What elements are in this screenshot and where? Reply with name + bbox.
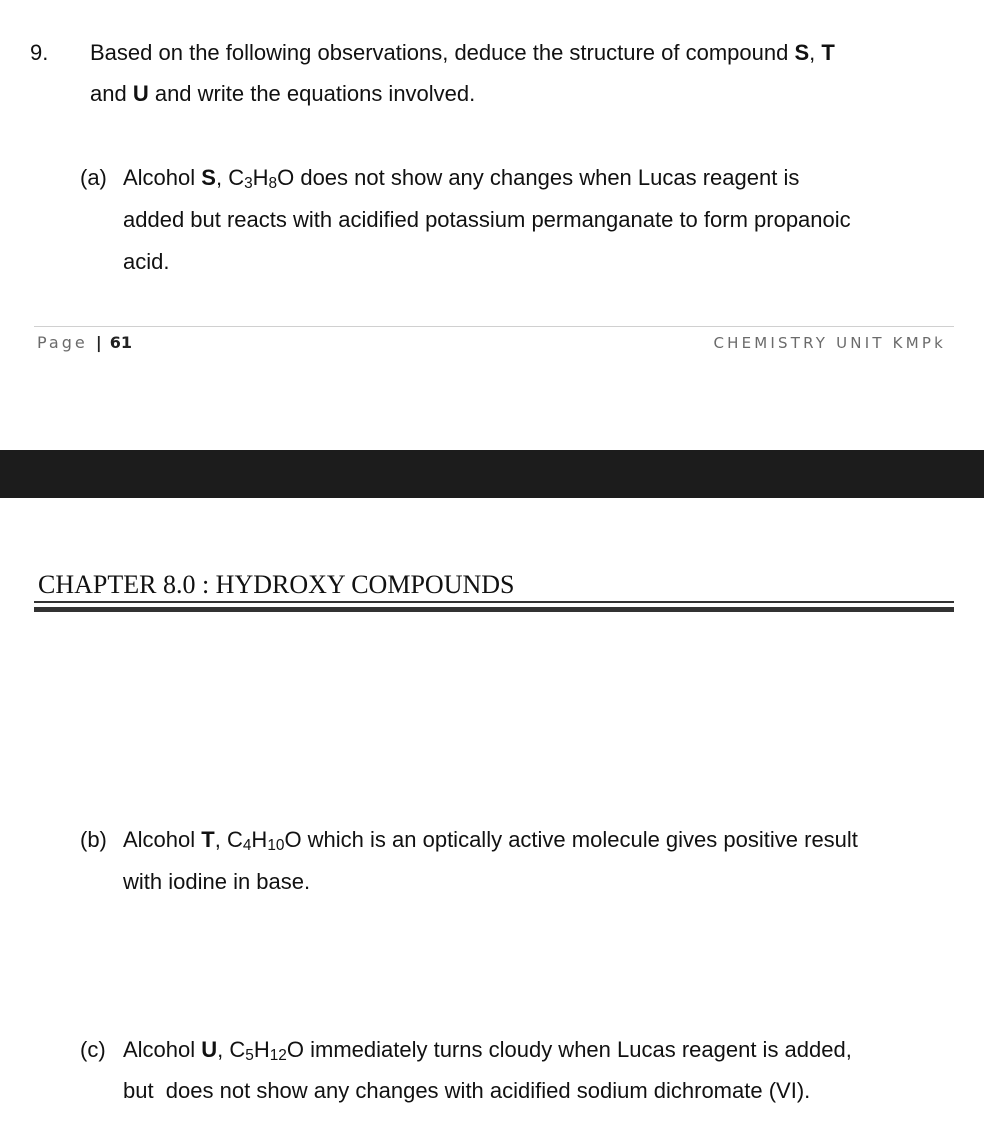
question-number: 9. xyxy=(30,40,49,65)
page-break-band xyxy=(0,450,984,498)
page-separator: | xyxy=(95,333,102,352)
part-a-formula-h: H xyxy=(252,165,269,190)
intro-text: Based on the following observations, deduce the structure of compound xyxy=(90,40,795,65)
question-intro-line2 xyxy=(90,74,475,114)
part-b-line2: with iodine in base. xyxy=(123,869,311,894)
compound-t-label: T xyxy=(821,40,835,65)
part-b-text: Alcohol xyxy=(123,827,202,852)
part-a-text: Alcohol xyxy=(123,165,202,190)
part-c-sub-h: 12 xyxy=(269,1046,287,1064)
part-c-formula-h: H xyxy=(253,1037,270,1062)
part-b-formula-c: , C xyxy=(214,827,243,852)
part-a-formula-c: , C xyxy=(215,165,245,190)
part-b-sub-c: 4 xyxy=(242,836,252,854)
part-b-compound: T xyxy=(201,827,215,852)
part-c-line2: but does not show any changes with acidified sodium dichromate (VI). xyxy=(123,1078,811,1103)
intro-and: and xyxy=(90,81,133,106)
part-c-line1 xyxy=(123,1030,852,1070)
part-b-text-rest: O which is an optically active molecule gives positive result xyxy=(284,827,858,852)
page-footer-right: CHEMISTRY UNIT KMPk xyxy=(713,334,946,352)
part-c-compound: U xyxy=(201,1037,218,1062)
intro-comma: , xyxy=(809,40,822,65)
part-c-label: (c) xyxy=(80,1037,106,1062)
chapter-title: CHAPTER 8.0 : HYDROXY COMPOUNDS xyxy=(38,570,515,599)
part-c-formula-c: , C xyxy=(217,1037,246,1062)
page-number: 61 xyxy=(109,333,133,352)
compound-u-label: U xyxy=(132,81,149,106)
part-c-text: Alcohol xyxy=(123,1037,202,1062)
part-c-text-rest: O immediately turns cloudy when Lucas reagent is added, xyxy=(286,1037,852,1062)
part-a-text-rest: O does not show any changes when Lucas reagent is xyxy=(277,165,800,190)
question-intro-line1 xyxy=(90,33,835,73)
part-a-sub-h: 8 xyxy=(268,174,278,192)
part-b-formula-h: H xyxy=(251,827,268,852)
part-a-sub-c: 3 xyxy=(244,174,253,192)
part-a-line3: acid. xyxy=(123,249,170,274)
page-footer-left xyxy=(37,333,132,352)
header-rule-thin xyxy=(34,601,954,603)
compound-s-label: S xyxy=(794,40,810,65)
part-c-sub-c: 5 xyxy=(245,1046,254,1064)
part-a-line2: added but reacts with acidified potassium permanganate to form propanoic xyxy=(123,207,851,232)
part-b-line1 xyxy=(123,820,858,860)
part-a-compound: S xyxy=(201,165,216,190)
page-word: Page xyxy=(37,333,88,352)
part-b-sub-h: 10 xyxy=(267,836,285,854)
header-rule-thick xyxy=(34,607,954,612)
part-a-line1 xyxy=(123,158,799,198)
footer-rule xyxy=(34,326,954,327)
part-a-label: (a) xyxy=(80,165,107,190)
part-b-label: (b) xyxy=(80,827,107,852)
intro-text-end: and write the equations involved. xyxy=(148,81,476,106)
